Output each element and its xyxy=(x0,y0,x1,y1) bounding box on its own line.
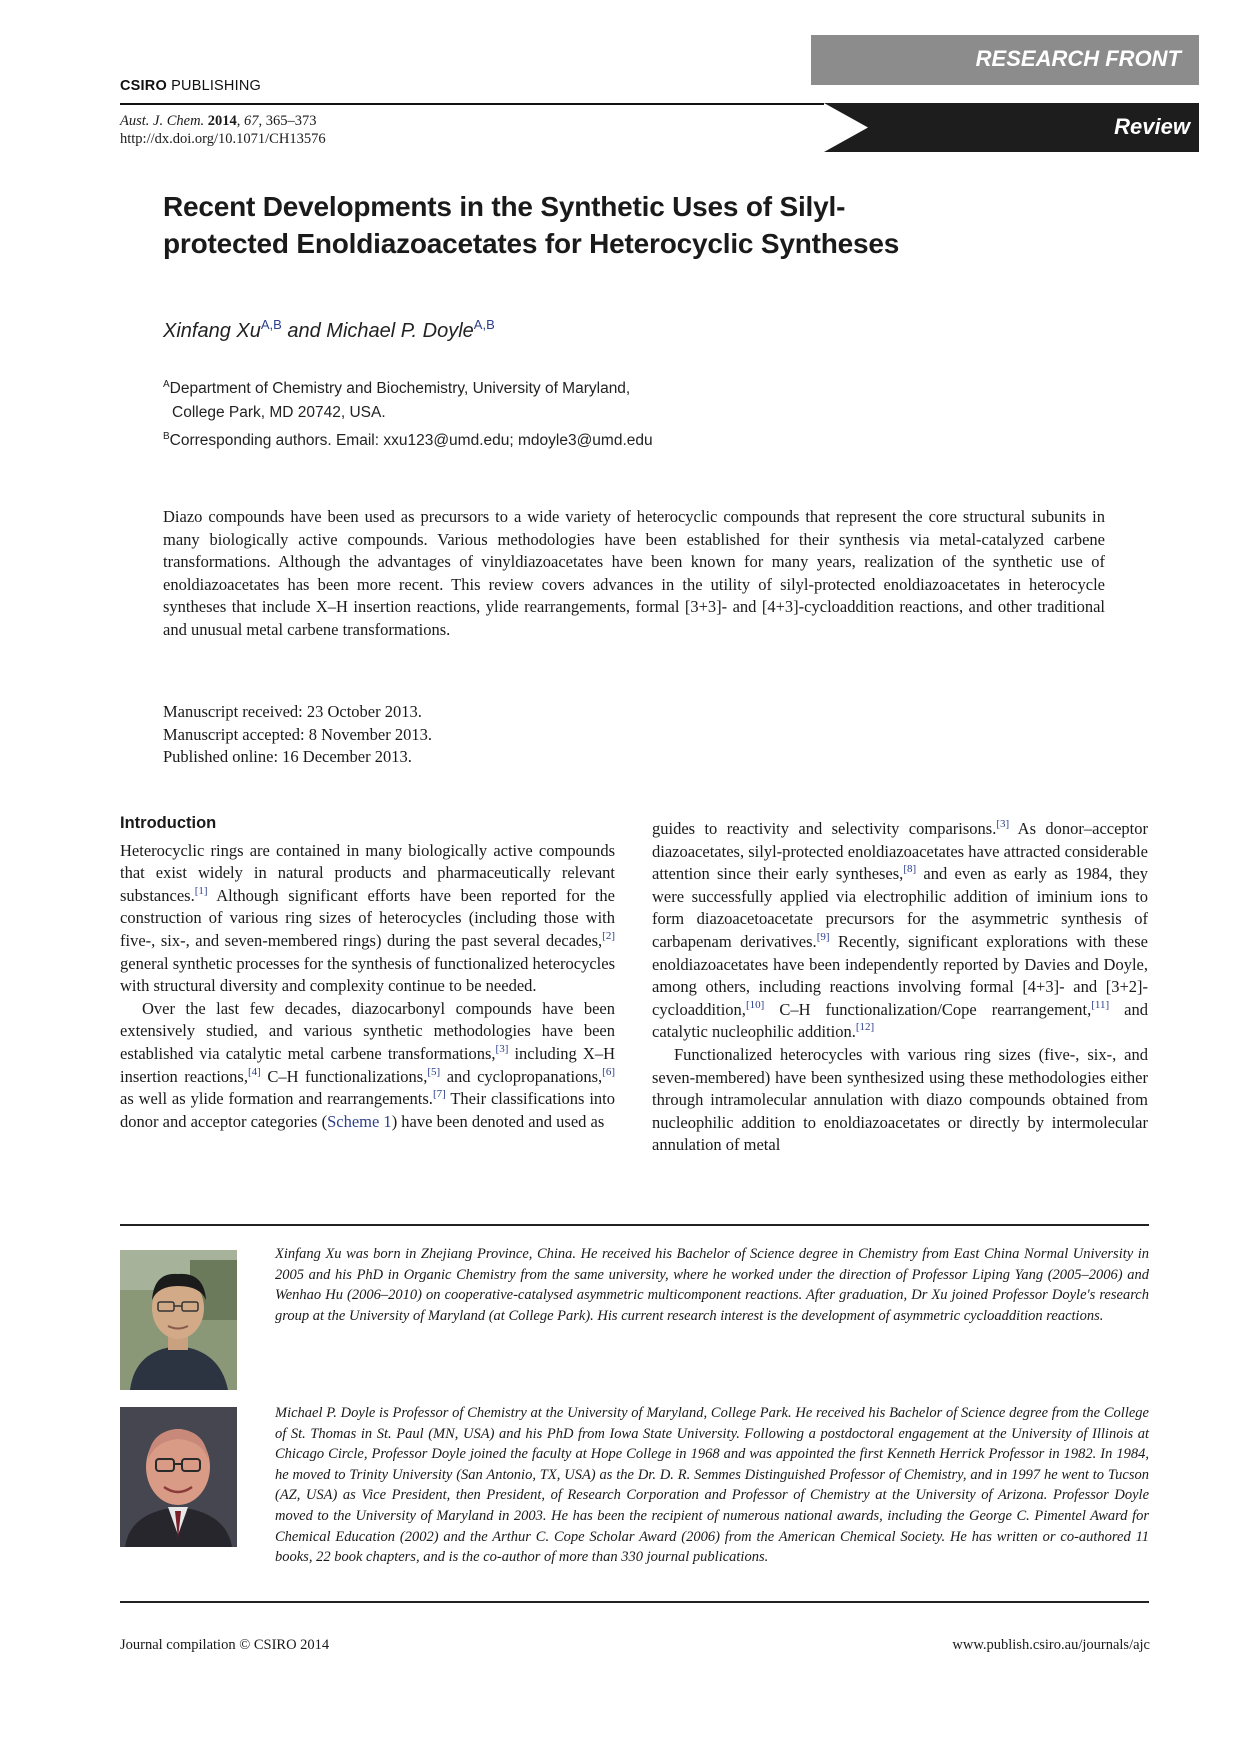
citation-volume: 67 xyxy=(244,113,259,129)
citation-ref[interactable]: [5] xyxy=(427,1065,441,1078)
paragraph: guides to reactivity and selectivity comparisons.[3] As donor–acceptor diazoacetates, silyl-protected enoldiazoacetates have attracted considerable attention since their early syntheses,[8] and even as early as 1984, they were successfully applied via electrophilic addition of iminium ions to form diazoacetoacetate precursors for the asymmetric synthesis of carbapenam derivatives.[9] Recently, significant explorations with these enoldiazoacetates have been independently reported by Davies and Doyle, among others, including reactions involving formal [4+3]- and [3+2]-cycloaddition,[10] C–H functionalization/Cope rearrangement,[11] and catalytic nucleophilic addition.[12] xyxy=(652,818,1149,1042)
corresponding-email: Corresponding authors. Email: xxu123@umd.edu; mdoyle3@umd.edu xyxy=(169,432,653,449)
author-photo-doyle xyxy=(120,1407,237,1547)
citation-ref[interactable]: [12] xyxy=(855,1021,875,1034)
paragraph: Heterocyclic rings are contained in many biologically active compounds that exist widely in natural products and pharmaceutically relevant substances.[1] Although significant efforts have been reported for the construction of various ring sizes of heterocycles (including those with five-, six-, and seven-membered rings) during the past several decades,[2] general synthetic processes for the synthesis of functionalized heterocycles with structural diversity and complexity continue to be needed. xyxy=(120,840,615,996)
author-doyle: and Michael P. Doyle xyxy=(281,320,474,342)
footer-copyright: Journal compilation © CSIRO 2014 xyxy=(120,1637,330,1653)
citation-ref[interactable]: [6] xyxy=(602,1065,615,1078)
scheme-link[interactable]: Scheme 1 xyxy=(327,1111,392,1131)
citation-ref[interactable]: [11] xyxy=(1091,998,1110,1011)
body-column-left xyxy=(120,812,615,1133)
citation-ref[interactable]: [3] xyxy=(996,818,1010,830)
journal-name: Aust. J. Chem. xyxy=(120,113,205,129)
citation-ref[interactable]: [9] xyxy=(816,930,830,943)
citation-ref[interactable]: [7] xyxy=(432,1088,446,1101)
citation: Aust. J. Chem. 2014, 67, 365–373 http://dx.doi.org/10.1071/CH13576 xyxy=(120,113,326,147)
author-photo-xu xyxy=(120,1250,237,1390)
citation-ref[interactable]: [3] xyxy=(495,1042,509,1055)
affiliations: $^A$Department of Chemistry and Biochemistry, University of Maryland, College Park, MD 20742, USA. $^B$Corresponding authors. Email: xxu123@umd.edu; mdoyle3@umd.edu xyxy=(163,379,653,449)
article-title: Recent Developments in the Synthetic Uses of Silyl- protected Enoldiazoacetates for Heterocyclic Syntheses xyxy=(163,191,900,259)
bio-divider-bottom xyxy=(120,1601,1149,1603)
author-xu: Xinfang Xu xyxy=(163,320,261,342)
author-bio-xu: Xinfang Xu was born in Zhejiang Province, China. He received his Bachelor of Science degree in Chemistry from East China Normal University in 2005 and his PhD in Organic Chemistry from the same university, where he worked under the direction of Professor Liping Yang (2005–2006) and Wenhao Hu (2006–2010) on cooperative-catalysed asymmetric multicomponent reactions. After graduation, Dr Xu joined Professor Doyle's research group at the University of Maryland (at College Park). His current research interest is the development of asymmetric cycloaddition reactions. xyxy=(275,1246,1149,1324)
citation-year: 2014 xyxy=(207,113,237,129)
citation-ref[interactable]: [4] xyxy=(247,1065,261,1078)
citation-ref[interactable]: [8] xyxy=(903,863,917,876)
article-type-label: Review xyxy=(1114,114,1190,139)
publisher-name: CSIRO PUBLISHING xyxy=(120,78,261,94)
footer-url[interactable]: www.publish.csiro.au/journals/ajc xyxy=(952,1637,1150,1653)
author-list: Xinfang $Xu^{A,B}$ and Michael P. Doyle$^{A,B}$ xyxy=(163,317,495,342)
citation-ref[interactable]: [10] xyxy=(745,998,765,1011)
author-bio-doyle: Michael P. Doyle is Professor of Chemistry at the University of Maryland, College Park. He received his Bachelor of Science degree from the College of St. Thomas in St. Paul (MN, USA) and his PhD from Iowa State University. Following a postdoctoral engagement at the University of Illinois at Chicago Circle, Professor Doyle joined the faculty at Hope College in 1968 and was appointed the first Kenneth Herrick Professor in 1982. In 1984, he moved to Trinity University (San Antonio, TX, USA) as the Dr. D. R. Semmes Distinguished Professor of Chemistry, and in 1997 he went to Tucson (AZ, USA) as Vice President, then President, of Research Corporation and Professor of Chemistry at the University of Arizona. Professor Doyle moved to the University of Maryland in 2003. He has been the recipient of numerous national awards, including the George C. Pimentel Award for Chemical Education (2002) and the Arthur C. Cope Scholar Award (2006) from the American Chemical Society. He has written or co-authored 11 books, 22 book chapters, and is the co-author of more than 330 journal publications. xyxy=(275,1405,1149,1566)
citation-ref[interactable]: [2] xyxy=(602,929,615,942)
doi-link[interactable]: http://dx.doi.org/10.1071/CH13576 xyxy=(120,131,326,147)
manuscript-dates: Manuscript received: 23 October 2013. Manuscript accepted: 8 November 2013. Published online: 16 December 2013. xyxy=(163,702,432,767)
section-heading-introduction: Introduction xyxy=(120,814,217,832)
body-column-right xyxy=(652,818,1148,1157)
citation-ref[interactable]: [1] xyxy=(194,884,208,897)
paragraph: Over the last few decades, diazocarbonyl compounds have been extensively studied, and various synthetic methodologies have been established via catalytic metal carbene transformations,[3] including X–H insertion reactions,[4] C–H functionalizations,[5] and cyclopropanations,[6] as well as ylide formation and rearrangements.[7] Their classifications into donor and acceptor categories (Scheme 1) have been denoted and used as xyxy=(120,998,616,1131)
abstract: Diazo compounds have been used as precursors to a wide variety of heterocyclic compounds that represent the core structural subunits in many biologically active compounds. Various methodologies have been established for their synthesis via metal-catalyzed carbene transformations. Although the advantages of vinyldiazoacetates have been known for many years, realization of the synthetic use of enoldiazoacetates has been more recent. This review covers advances in the utility of silyl-protected enoldiazoacetates in heterocycle syntheses that include X–H insertion reactions, ylide rearrangements, formal [3+3]- and [4+3]-cycloaddition reactions, and other traditional and unusual metal carbene transformations. xyxy=(163,507,1105,639)
section-banner: RESEARCH FRONT xyxy=(811,35,1199,85)
paragraph: Functionalized heterocycles with various ring sizes (five-, six-, and seven-membered) have been synthesized using these methodologies either through intramolecular annulation with diazo compounds obtained from nucleophilic addition to enoldiazoacetates or directly by intermolecular annulation of metal xyxy=(652,1044,1148,1155)
bio-divider-top xyxy=(120,1224,1149,1226)
